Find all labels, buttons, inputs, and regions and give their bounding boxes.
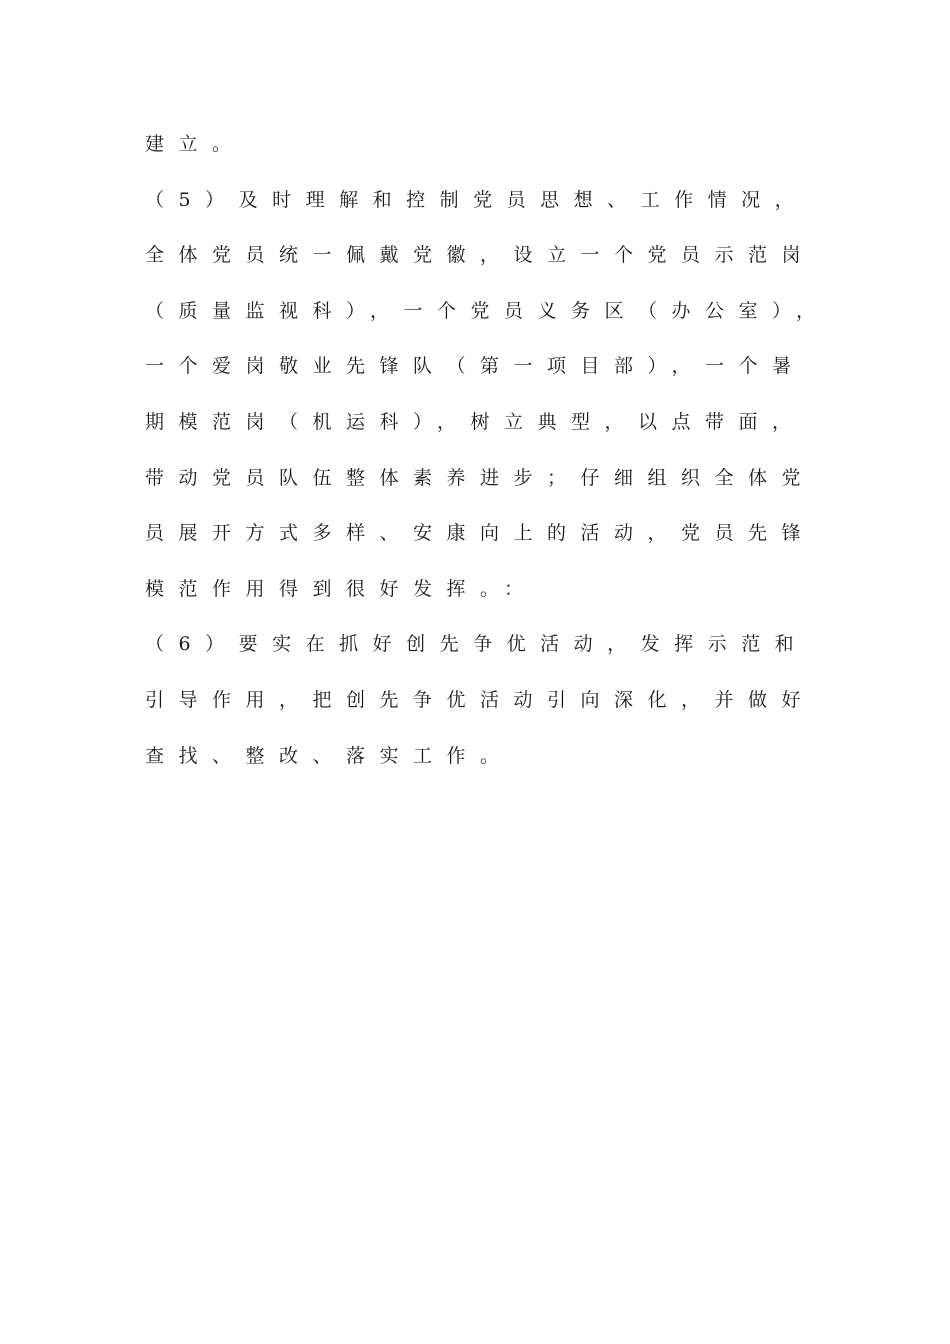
text-line: （质量监视科），一个党员义务区（办公室）， [145,299,830,322]
text-line: 员展开方式多样、安康向上的活动，党员先锋 [145,522,816,545]
body-text [145,127,845,794]
text-line: 一个爱岗敬业先锋队（第一项目部），一个暑 [145,355,806,378]
text-line: 模范作用得到很好发挥。： [145,577,538,600]
text-line: 期模范岗（机运科），树立典型，以点带面， [145,410,806,433]
text-line: （5）及时理解和控制党员思想、工作情况， [145,188,809,211]
text-line: 查找、整改、落实工作。 [145,744,514,767]
text-line: 引导作用，把创先争优活动引向深化，并做好 [145,688,816,711]
text-line: （6）要实在抓好创先争优活动，发挥示范和 [145,633,809,656]
text-line: 全体党员统一佩戴党徽，设立一个党员示范岗 [145,244,816,267]
text-line: 带动党员队伍整体素养进步；仔细组织全体党 [145,466,816,489]
text-line: 建立。 [145,133,246,155]
